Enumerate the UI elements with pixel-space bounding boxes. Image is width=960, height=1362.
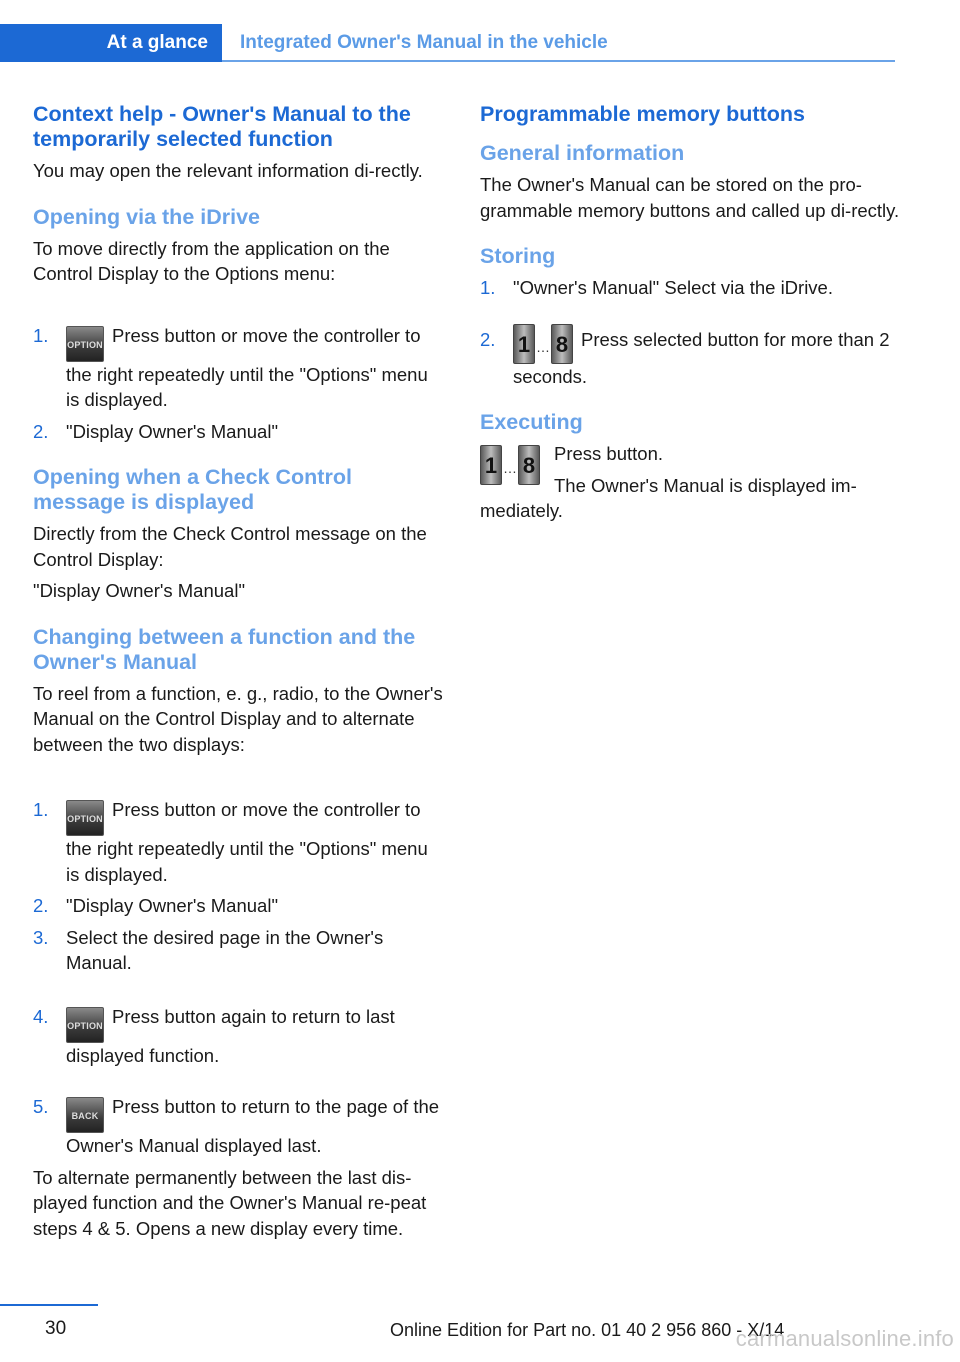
heading-memory-buttons: Programmable memory buttons	[480, 102, 805, 126]
list-item: 4. OPTION Press button again to return to last displayed function.	[33, 1005, 395, 1066]
para-changing: To reel from a function, e. g., radio, to the Owner's Manual on the Control Display and to alternate between the two displays:	[33, 682, 443, 755]
list-item: 5. BACK Press button to return to the page of the Owner's Manual displayed last.	[33, 1096, 440, 1156]
option-button-icon: OPTION	[66, 1007, 104, 1043]
list-item: 1. OPTION Press button or move the controller to the right repeatedly until the "Options" menu is displayed.	[33, 799, 428, 885]
option-button-icon: OPTION	[66, 800, 104, 836]
exec-result: The Owner's Manual is displayed im‐	[554, 474, 857, 496]
exec-result-cont: mediately.	[480, 500, 563, 521]
list-idrive	[33, 323, 443, 445]
heading-idrive: Opening via the iDrive	[33, 204, 260, 229]
list-item: 2. "Display Owner's Manual"	[33, 420, 279, 442]
list-storing	[480, 275, 900, 389]
back-button-icon: BACK	[66, 1097, 104, 1133]
memory-buttons-icon: 1 … 8	[513, 324, 573, 364]
page-number: 30	[45, 1318, 67, 1339]
executing-block	[480, 441, 900, 524]
memory-buttons-icon: 1 … 8	[480, 445, 540, 485]
list-item: 3. Select the desired page in the Owner's Manual.	[33, 926, 384, 973]
heading-changing: Changing between a function and the Owner's Manual	[33, 624, 416, 674]
edition-info: Online Edition for Part no. 01 40 2 956 860 - X/14	[390, 1320, 785, 1340]
watermark: carmanualsonline.info	[735, 1326, 954, 1351]
list-item: 2. 1 … 8 Press selected button for more than 2 seconds.	[480, 327, 900, 390]
right-column	[480, 102, 900, 524]
chapter-title: Integrated Owner's Manual in the vehicle	[240, 32, 608, 53]
para-idrive: To move directly from the application on the Control Display to the Options menu:	[33, 237, 390, 284]
left-column	[33, 102, 443, 1247]
footer-rule	[0, 1304, 98, 1306]
header-rule	[222, 60, 895, 62]
heading-context-help: Context help - Owner's Manual to the temporarily selected function	[33, 102, 411, 151]
para-general: The Owner's Manual can be stored on the pro‐grammable memory buttons and called up di‐rectly.	[480, 174, 900, 221]
para-context-help: You may open the relevant information di‐rectly.	[33, 160, 423, 181]
list-item: 1. "Owner's Manual" Select via the iDrive.	[480, 277, 833, 298]
exec-step: Press button.	[554, 443, 664, 464]
heading-check-control: Opening when a Check Control message is displayed	[33, 465, 352, 514]
heading-executing: Executing	[480, 410, 583, 434]
heading-general: General information	[480, 141, 685, 165]
option-button-icon: OPTION	[66, 326, 104, 362]
list-item: 1. OPTION Press button or move the controller to the right repeatedly until the "Options" menu is displayed.	[33, 324, 428, 410]
list-changing	[33, 797, 443, 1159]
para-check-control-menu: "Display Owner's Manual"	[33, 580, 246, 601]
section-tab: At a glance	[0, 24, 222, 62]
list-item: 2. "Display Owner's Manual"	[33, 895, 279, 916]
heading-storing: Storing	[480, 244, 556, 268]
page-header	[0, 24, 895, 62]
para-check-control: Directly from the Check Control message on the Control Display:	[33, 523, 427, 570]
para-alternate: To alternate permanently between the last dis‐played function and the Owner's Manual re‐peat steps 4 & 5. Opens a new display every time.	[33, 1166, 427, 1239]
